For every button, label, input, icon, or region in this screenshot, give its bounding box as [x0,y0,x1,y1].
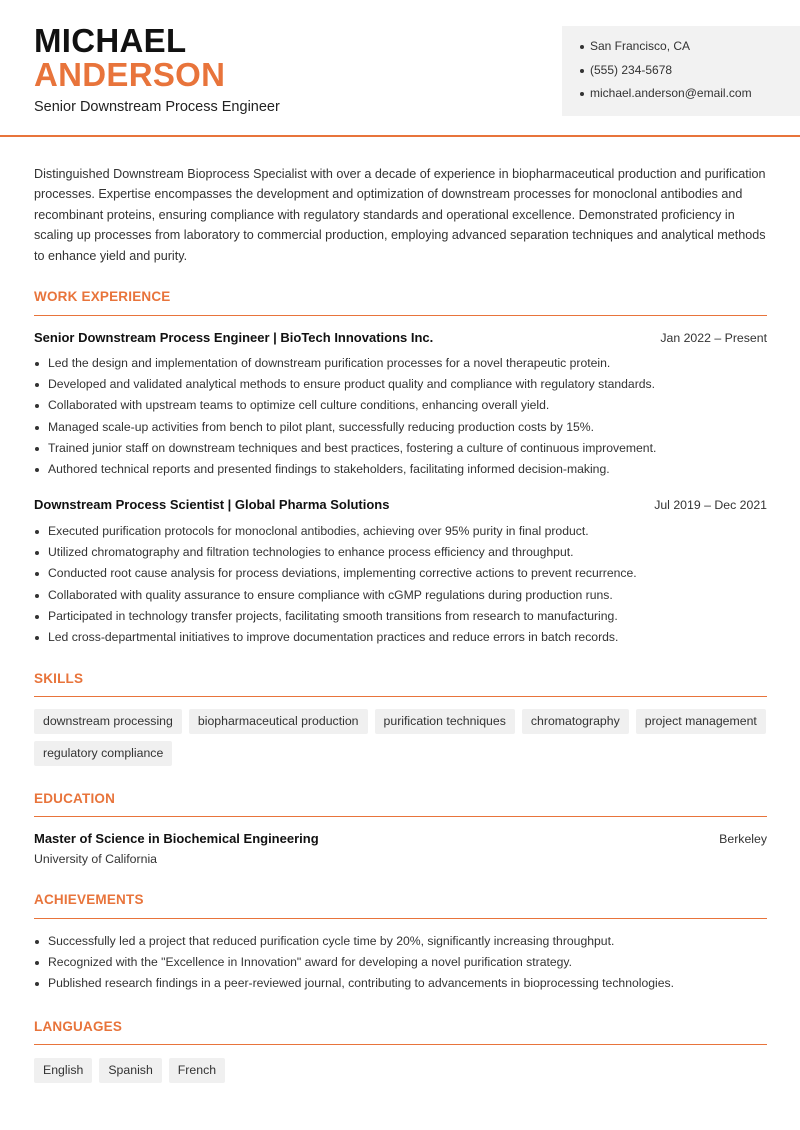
list-item: Led the design and implementation of downstream purification processes for a novel therapeutic protein. [34,355,767,376]
contact-box [562,26,800,116]
contact-location: San Francisco, CA [580,38,800,62]
skill-tag: biopharmaceutical production [189,709,368,734]
bullet-icon [35,615,39,619]
languages-list [34,1058,774,1090]
skill-tag: purification techniques [375,709,515,734]
bullet-icon [35,426,39,430]
job-bullets [34,355,767,482]
list-item: Managed scale-up activities from bench to pilot plant, successfully reducing production costs by 15%. [34,419,767,440]
bullet-icon [35,551,39,555]
list-item: Trained junior staff on downstream techniques and best practices, fostering a culture of continuous improvement. [34,440,767,461]
bullet-icon [35,594,39,598]
work-experience-heading: WORK EXPERIENCE [34,289,171,304]
bullet-icon [35,404,39,408]
skill-tag: chromatography [522,709,629,734]
list-item: Executed purification protocols for monoclonal antibodies, achieving over 95% purity in final product. [34,523,767,544]
summary-paragraph: Distinguished Downstream Bioprocess Specialist with over a decade of experience in biopharmaceutical production and purification processes. Expertise encompasses the development and optimization of downstream processes for monoclonal antibodies and recombinant proteins, ensuring compliance with regulatory standards and operational excellence. Demonstrated proficiency in scaling up processes from laboratory to commercial production, employing advanced separation techniques and analytical methods to enhance yield and purity. [34,167,766,263]
list-item: Participated in technology transfer projects, facilitating smooth transitions from research to manufacturing. [34,608,767,629]
section-divider [34,816,767,817]
list-item: Conducted root cause analysis for process deviations, implementing corrective actions to prevent recurrence. [34,565,767,586]
language-tag: French [169,1058,225,1083]
bullet-icon [35,362,39,366]
bullet-icon [35,572,39,576]
section-divider [34,1044,767,1045]
list-item: Recognized with the "Excellence in Innovation" award for developing a novel purification strategy. [34,954,767,975]
contact-email: michael.anderson@email.com [580,85,800,109]
language-tag: Spanish [99,1058,161,1083]
bullet-icon [580,45,584,49]
bullet-icon [35,636,39,640]
list-item: Led cross-departmental initiatives to improve documentation practices and reduce errors in batch records. [34,629,767,650]
degree: Master of Science in Biochemical Engineering [34,831,319,846]
job-role: Senior Downstream Process Engineer | BioTech Innovations Inc. [34,330,434,345]
bullet-icon [35,468,39,472]
job-dates: Jul 2019 – Dec 2021 [654,498,767,512]
job-bullets [34,523,767,650]
languages-heading: LANGUAGES [34,1019,123,1034]
list-item: Developed and validated analytical methods to ensure product quality and compliance with regulatory standards. [34,376,767,397]
skill-tag: project management [636,709,766,734]
job-header [34,497,767,512]
bullet-icon [35,961,39,965]
bullet-icon [580,69,584,73]
skills-heading: SKILLS [34,671,84,686]
section-divider [34,918,767,919]
education-location: Berkeley [719,832,767,846]
job-role: Downstream Process Scientist | Global Pharma Solutions [34,497,390,512]
section-divider [34,696,767,697]
bullet-icon [35,530,39,534]
list-item: Collaborated with quality assurance to ensure compliance with cGMP regulations during production runs. [34,587,767,608]
job-header [34,330,767,345]
bullet-icon [35,982,39,986]
education-heading: EDUCATION [34,791,116,806]
job-dates: Jan 2022 – Present [660,331,767,345]
list-item: Utilized chromatography and filtration technologies to enhance process efficiency and throughput. [34,544,767,565]
list-item: Collaborated with upstream teams to optimize cell culture conditions, enhancing overall yield. [34,397,767,418]
bullet-icon [35,447,39,451]
achievements-heading: ACHIEVEMENTS [34,892,144,907]
list-item: Successfully led a project that reduced purification cycle time by 20%, significantly increasing throughput. [34,933,767,954]
school-name: University of California [34,852,158,866]
education-header [34,831,767,846]
bullet-icon [35,940,39,944]
skill-tag: downstream processing [34,709,182,734]
bullet-icon [35,383,39,387]
job-title: Senior Downstream Process Engineer [34,99,280,115]
resume-header [0,0,800,137]
achievements-list [34,933,767,997]
language-tag: English [34,1058,92,1083]
skill-tag: regulatory compliance [34,741,172,766]
list-item: Published research findings in a peer-reviewed journal, contributing to advancements in bioprocessing technologies. [34,975,767,996]
skills-list [34,709,774,773]
contact-phone: (555) 234-5678 [580,62,800,86]
section-divider [34,315,767,316]
first-name: MICHAEL [34,22,187,59]
list-item: Authored technical reports and presented findings to stakeholders, facilitating informed decision-making. [34,461,767,482]
last-name: ANDERSON [34,56,226,93]
bullet-icon [580,92,584,96]
